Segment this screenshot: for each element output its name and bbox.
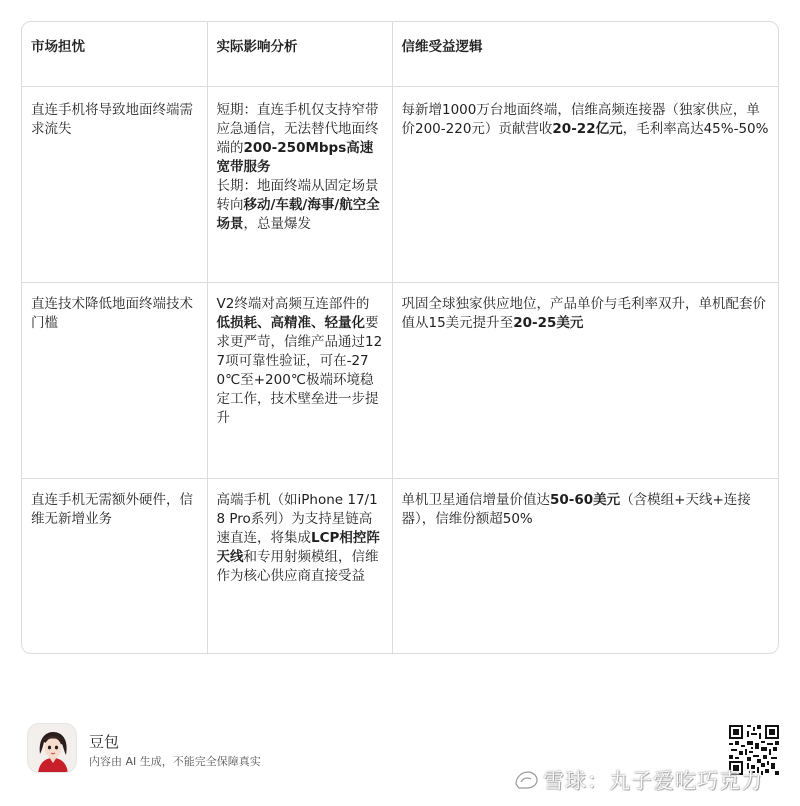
- header-benefit: 信维受益逻辑: [392, 22, 779, 86]
- cell-benefit: 每新增1000万台地面终端，信维高频连接器（独家供应，单价200-220元）贡献营收20-22亿元，毛利率高达45%-50%: [392, 86, 779, 282]
- cell-concern: 直连技术降低地面终端技术门槛: [22, 282, 207, 478]
- highlight-text: 移动/车载/海事/航空全场景: [216, 196, 380, 232]
- highlight-text: 20-25美元: [513, 314, 584, 331]
- avatar-icon: [27, 723, 77, 773]
- watermark-text: 雪球：丸子爱吃巧克力: [543, 769, 763, 793]
- highlight-text: 200-250Mbps高速宽带服务: [216, 139, 374, 175]
- comparison-table-card: [21, 21, 779, 654]
- watermark: [513, 766, 763, 794]
- comparison-table: [22, 22, 779, 654]
- header-concern: 市场担忧: [22, 22, 207, 86]
- ai-disclaimer: 内容由 AI 生成，不能完全保障真实: [89, 755, 261, 768]
- header-impact: 实际影响分析: [207, 22, 392, 86]
- assistant-name: 豆包: [89, 733, 120, 751]
- cell-benefit: 单机卫星通信增量价值达50-60美元（含模组+天线+连接器），信维份额超50%: [401, 491, 751, 527]
- table-row: [22, 282, 779, 478]
- cell-impact: 短期：直连手机仅支持窄带应急通信，无法替代地面终端的200-250Mbps高速宽带服务 长期：地面终端从固定场景转向移动/车载/海事/航空全场景，总量爆发: [207, 86, 392, 282]
- highlight-text: 50-60美元: [550, 491, 621, 508]
- cell-impact: 高端手机（如iPhone 17/18 Pro系列）为支持星链高速直连，将集成LCP相控阵天线和专用射频模组，信维作为核心供应商直接受益: [207, 478, 392, 654]
- cell-impact: V2终端对高频互连部件的低损耗、高精准、轻量化要求更严苛，信维产品通过127项可靠性验证，可在-270℃至+200℃极端环境稳定工作，技术壁垒进一步提升: [207, 282, 392, 478]
- highlight-text: 低损耗、高精准、轻量化: [216, 314, 365, 331]
- cell-concern: 直连手机将导致地面终端需求流失: [22, 86, 207, 282]
- highlight-text: LCP相控阵天线: [216, 529, 380, 565]
- highlight-text: 20-22亿元: [552, 120, 623, 137]
- table-header-row: [22, 22, 779, 86]
- table-row: [22, 478, 779, 654]
- cell-concern: 直连手机无需额外硬件，信维无新增业务: [22, 478, 207, 654]
- cell-benefit: 巩固全球独家供应地位，产品单价与毛利率双升，单机配套价值从15美元提升至20-25美元: [392, 282, 779, 478]
- table-row: [22, 86, 779, 282]
- snowball-logo-icon: [513, 769, 539, 791]
